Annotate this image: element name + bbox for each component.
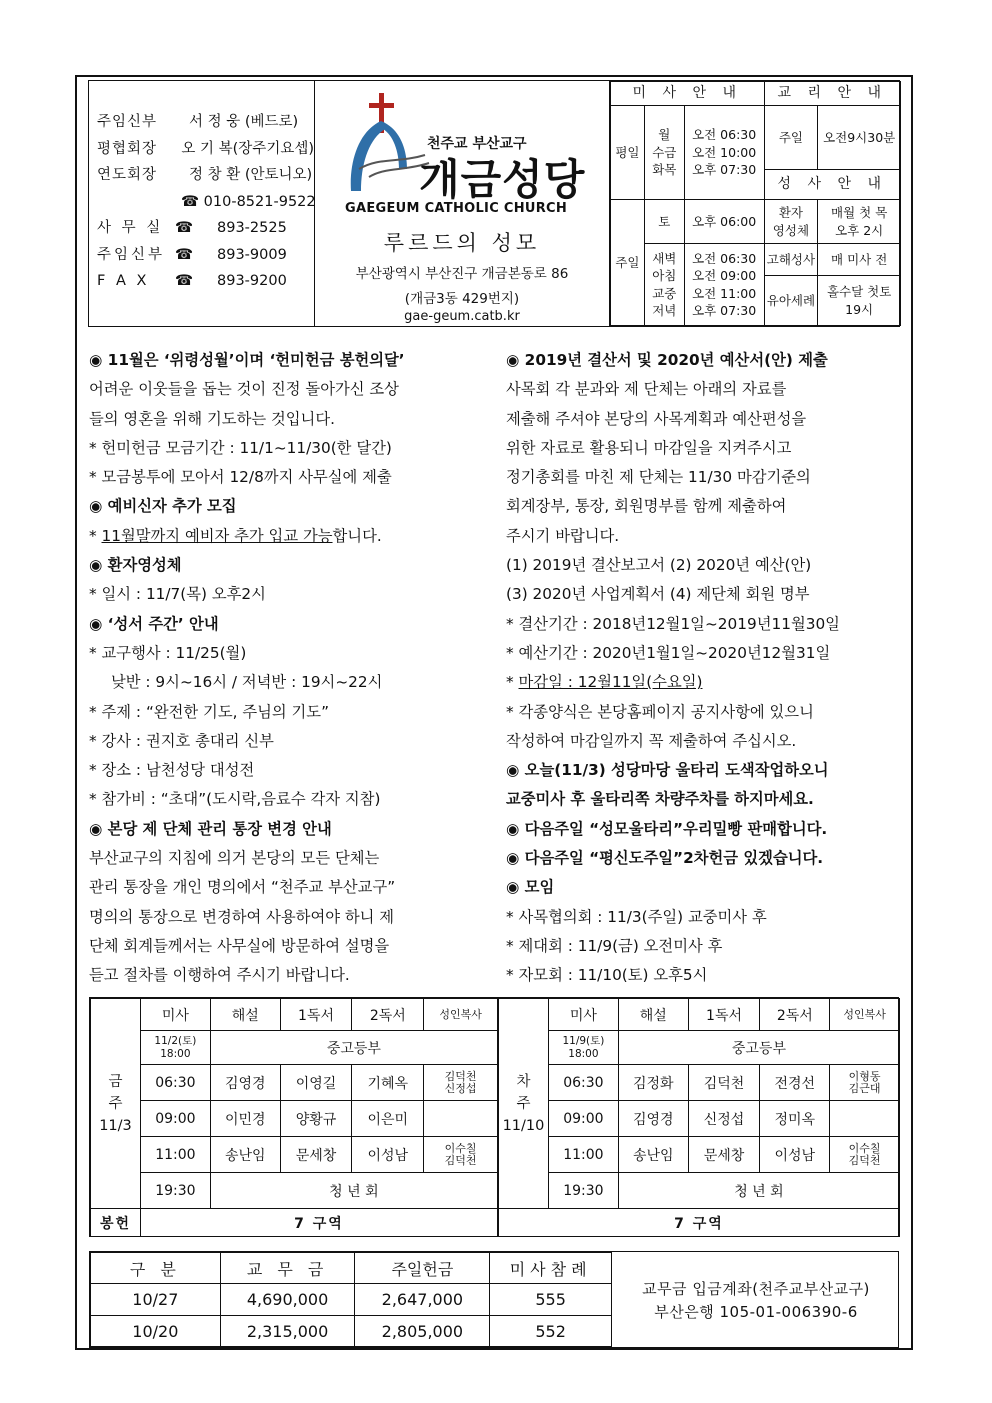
notice-line: * 자모회 : 11/10(토) 오후5시 xyxy=(506,966,708,985)
notices-left-column xyxy=(89,346,487,991)
offering-district: 7 구역 xyxy=(499,1209,900,1237)
patron-saint: 루르드의 성모 xyxy=(383,231,541,255)
roster-time: 09:00 xyxy=(548,1101,618,1137)
finance-summary xyxy=(89,1251,899,1348)
finance-cell: 4,690,000 xyxy=(220,1284,355,1316)
notice-line: 듣고 절차를 이행하여 주시기 바랍니다. xyxy=(89,966,350,985)
roster-header: 1독서 xyxy=(280,999,352,1031)
roster-cell: 이수칠 김덕천 xyxy=(830,1137,900,1173)
roster-header: 미사 xyxy=(140,999,210,1031)
contact-number: 893-9200 xyxy=(217,273,287,289)
finance-cell: 2,315,000 xyxy=(220,1316,355,1347)
finance-cell: 555 xyxy=(490,1284,612,1316)
roster-time: 11:00 xyxy=(548,1137,618,1173)
notice-line: * 예산기간 : 2020년1월1일~2020년12월31일 xyxy=(506,643,831,662)
roster-next-week xyxy=(498,998,900,1237)
sacrament-name: 유아세례 xyxy=(764,276,818,326)
notice-line: 부산교구의 지침에 의거 본당의 모든 단체는 xyxy=(89,849,380,868)
roster-time: 11:00 xyxy=(140,1137,210,1173)
staff-role: 주임신부 xyxy=(97,114,158,130)
notice-line: 정기총회를 마친 제 단체는 11/30 마감기준의 xyxy=(506,468,811,487)
roster-cell: 기혜옥 xyxy=(352,1065,424,1101)
notice-line: 주시기 바랍니다. xyxy=(506,526,620,545)
staff-role: 평협회장 xyxy=(97,140,158,157)
roster-header: 미사 xyxy=(548,999,618,1031)
roster-time: 09:00 xyxy=(140,1101,210,1137)
roster-time: 19:30 xyxy=(140,1173,210,1209)
finance-cell: 2,805,000 xyxy=(355,1316,490,1347)
offering-label: 봉헌 xyxy=(91,1209,141,1237)
notice-heading: ◉ 다음주일 “성모울타리”우리밀빵 판매합니다. xyxy=(506,819,828,838)
roster-cell: 이형동 김근대 xyxy=(830,1065,900,1101)
roster-group: 중고등부 xyxy=(210,1031,497,1065)
roster-this-week xyxy=(90,998,498,1237)
sacrament-value: 홀수달 첫토 19시 xyxy=(818,276,901,326)
schedule-panel xyxy=(610,81,901,326)
notice-heading: ◉ 예비신자 추가 모집 xyxy=(89,497,237,516)
roster-cell: 송난임 xyxy=(210,1137,280,1173)
roster-week-label: 금 주 11/3 xyxy=(91,999,141,1209)
notice-line: * 마감일 : 12월11일(수요일) xyxy=(506,673,703,692)
notice-heading: 교중미사 후 울타리쪽 차량주차를 하지마세요. xyxy=(506,790,814,809)
finance-cell: 2,647,000 xyxy=(355,1284,490,1316)
finance-header: 미사참례 xyxy=(490,1253,612,1284)
notice-line: * 참가비 : “초대”(도시락,음료수 각자 지참) xyxy=(89,790,381,809)
notice-line: 제출해 주셔야 본당의 사목계획과 예산편성을 xyxy=(506,409,807,428)
roster-cell: 정미옥 xyxy=(760,1101,830,1137)
roster-cell: 김영경 xyxy=(618,1101,688,1137)
roster-time: 11/9(토) 18:00 xyxy=(548,1031,618,1065)
roster-cell: 김덕천 xyxy=(688,1065,760,1101)
weekday-label: 평일 xyxy=(611,106,645,200)
weekday-times: 오전 06:30 오전 10:00 오후 07:30 xyxy=(684,106,764,200)
finance-header: 교 무 금 xyxy=(220,1253,355,1284)
staff-row xyxy=(97,162,314,189)
contact-row xyxy=(97,268,314,295)
roster-week-label: 차 주 11/10 xyxy=(499,999,549,1209)
notice-line: * 강사 : 권지호 총대리 신부 xyxy=(89,731,274,750)
roster-cell: 문세창 xyxy=(688,1137,760,1173)
staff-info xyxy=(89,81,315,326)
notice-line: 위한 자료로 활용되니 마감일을 지켜주시고 xyxy=(506,438,792,457)
roster-cell: 전경선 xyxy=(760,1065,830,1101)
roster-cell: 김영경 xyxy=(210,1065,280,1101)
roster-cell xyxy=(830,1101,900,1137)
contact-label: F A X xyxy=(97,273,150,289)
church-address-lot: (개금3동 429번지) xyxy=(404,291,520,307)
account-title: 교무금 입금계좌(천주교부산교구) xyxy=(642,1280,870,1298)
mass-info-title: 미 사 안 내 xyxy=(611,82,765,106)
doctrine-title: 교 리 안 내 xyxy=(764,82,900,106)
contact-row xyxy=(97,242,314,269)
notice-line: * 결산기간 : 2018년12월1일~2019년11월30일 xyxy=(506,614,840,633)
weekday-days: 월 수금 화목 xyxy=(644,106,684,200)
contact-label: 사 무 실 xyxy=(97,220,164,236)
notice-heading: ◉ 11월은 ‘위령성월’이며 ‘헌미헌금 봉헌의달’ xyxy=(89,351,405,369)
staff-row xyxy=(97,109,314,136)
sunday-mass-names: 새벽 아침 교중 저녁 xyxy=(644,244,684,326)
notice-line: * 각종양식은 본당홈페이지 공지사항에 있으니 xyxy=(506,702,814,721)
notice-line: * 사목협의회 : 11/3(주일) 교중미사 후 xyxy=(506,907,767,926)
doctrine-time: 오전9시30분 xyxy=(818,106,901,170)
church-address: 부산광역시 부산진구 개금본동로 86 xyxy=(355,266,569,282)
roster-cell: 이성남 xyxy=(352,1137,424,1173)
sunday-label: 주일 xyxy=(611,200,645,326)
saturday-time: 오후 06:00 xyxy=(684,200,764,244)
sunday-mass-times: 오전 06:30 오전 09:00 오전 11:00 오후 07:30 xyxy=(684,244,764,326)
bulletin-header xyxy=(88,80,900,327)
roster-cell: 김정화 xyxy=(618,1065,688,1101)
roster-cell xyxy=(424,1101,498,1137)
roster-cell: 이영길 xyxy=(280,1065,352,1101)
notice-heading: ◉ 모임 xyxy=(506,878,555,897)
roster-header: 성인복사 xyxy=(424,999,498,1031)
account-number: 부산은행 105-01-006390-6 xyxy=(654,1303,858,1321)
notices-right-column xyxy=(506,346,906,991)
notice-line: * 장소 : 남천성당 대성전 xyxy=(89,761,255,780)
notice-line: * 일시 : 11/7(목) 오후2시 xyxy=(89,585,266,604)
staff-name: 오 기 복(장주기요셉) xyxy=(181,140,314,157)
notice-line: * 주제 : “완전한 기도, 주님의 기도” xyxy=(89,702,330,721)
phone-icon: ☎ xyxy=(175,273,194,289)
sacrament-name: 고해성사 xyxy=(764,244,818,276)
roster-cell: 문세창 xyxy=(280,1137,352,1173)
roster-header: 1독서 xyxy=(688,999,760,1031)
sacrament-title: 성 사 안 내 xyxy=(764,170,900,200)
church-masthead xyxy=(315,81,610,326)
contact-label: 주임신부 xyxy=(97,246,166,263)
church-name: 개금성당 xyxy=(419,155,586,204)
contact-number: 893-9009 xyxy=(217,246,287,263)
phone-icon: ☎ xyxy=(175,246,194,263)
contact-row xyxy=(97,215,314,242)
doctrine-day: 주일 xyxy=(764,106,818,170)
notice-heading: ◉ 2019년 결산서 및 2020년 예산서(안) 제출 xyxy=(506,351,828,369)
roster-cell: 이성남 xyxy=(760,1137,830,1173)
roster-cell: 송난임 xyxy=(618,1137,688,1173)
notice-line: (3) 2020년 사업계획서 (4) 제단체 회원 명부 xyxy=(506,585,810,604)
diocese-label: 천주교 부산교구 xyxy=(427,136,527,152)
schedule-table xyxy=(610,81,901,326)
roster-header: 해설 xyxy=(618,999,688,1031)
notice-line: * 헌미헌금 모금기간 : 11/1~11/30(한 달간) xyxy=(89,438,392,457)
roster-time: 06:30 xyxy=(140,1065,210,1101)
sacrament-value: 매 미사 전 xyxy=(818,244,901,276)
roster-cell: 이은미 xyxy=(352,1101,424,1137)
roster-cell: 이민경 xyxy=(210,1101,280,1137)
notice-line: * 교구행사 : 11/25(월) xyxy=(89,643,247,662)
offering-district: 7 구역 xyxy=(140,1209,497,1237)
roster-group: 청 년 회 xyxy=(618,1173,899,1209)
roster-cell: 이수칠 김덕천 xyxy=(424,1137,498,1173)
sacrament-name: 환자 영성체 xyxy=(764,200,818,244)
staff-row xyxy=(97,136,314,163)
roster-cell: 김덕천 신정섭 xyxy=(424,1065,498,1101)
church-english-name: GAEGEUM CATHOLIC CHURCH xyxy=(345,201,568,216)
roster-header: 2독서 xyxy=(760,999,830,1031)
notice-line: 낮반 : 9시~16시 / 저녁반 : 19시~22시 xyxy=(111,673,383,692)
staff-role: 연도회장 xyxy=(97,167,158,183)
notice-heading: ◉ 다음주일 “평신도주일”2차헌금 있겠습니다. xyxy=(506,849,824,868)
finance-cell: 552 xyxy=(490,1316,612,1347)
roster-group: 중고등부 xyxy=(618,1031,899,1065)
notice-heading: ◉ 환자영성체 xyxy=(89,556,182,575)
sacrament-value: 매월 첫 목 오후 2시 xyxy=(818,200,901,244)
finance-header: 구 분 xyxy=(91,1253,221,1284)
roster-time: 06:30 xyxy=(548,1065,618,1101)
staff-name: 정 창 환 (안토니오) xyxy=(189,167,313,183)
mobile-phone: ☎ 010-8521-9522 xyxy=(181,193,316,210)
finance-cell: 10/20 xyxy=(91,1316,221,1347)
church-url: gae-geum.catb.kr xyxy=(404,309,520,324)
notice-line: 사목회 각 분과와 제 단체는 아래의 자료를 xyxy=(506,380,787,399)
notice-heading: ◉ 오늘(11/3) 성당마당 울타리 도색작업하오니 xyxy=(506,761,829,780)
roster-header: 성인복사 xyxy=(830,999,900,1031)
saturday-label: 토 xyxy=(644,200,684,244)
notice-heading: ◉ 본당 제 단체 관리 통장 변경 안내 xyxy=(89,819,332,838)
ministry-roster xyxy=(89,997,899,1237)
roster-time: 19:30 xyxy=(548,1173,618,1209)
roster-cell: 신정섭 xyxy=(688,1101,760,1137)
notice-line: * 모금봉투에 모아서 12/8까지 사무실에 제출 xyxy=(89,468,392,487)
notice-heading: ◉ ‘성서 주간’ 안내 xyxy=(89,614,219,633)
roster-header: 2독서 xyxy=(352,999,424,1031)
finance-table xyxy=(90,1252,612,1347)
roster-group: 청 년 회 xyxy=(210,1173,497,1209)
notice-line: (1) 2019년 결산보고서 (2) 2020년 예산(안) xyxy=(506,556,812,575)
notice-line: * 11월말까지 예비자 추가 입교 가능합니다. xyxy=(89,526,382,545)
finance-cell: 10/27 xyxy=(91,1284,221,1316)
notice-line: 명의의 통장으로 변경하여 사용하여야 하니 제 xyxy=(89,907,395,926)
notice-line: 작성하여 마감일까지 꼭 제출하여 주십시오. xyxy=(506,731,797,750)
roster-header: 해설 xyxy=(210,999,280,1031)
roster-time: 11/2(토) 18:00 xyxy=(140,1031,210,1065)
phone-icon: ☎ xyxy=(175,220,194,236)
staff-name: 서 정 웅 (베드로) xyxy=(189,114,299,130)
notice-line: 들의 영혼을 위해 기도하는 것입니다. xyxy=(89,409,335,428)
contact-number: 893-2525 xyxy=(217,220,287,236)
notice-line: 단체 회계들께서는 사무실에 방문하여 설명을 xyxy=(89,936,390,955)
bank-account xyxy=(612,1278,900,1324)
finance-header: 주일헌금 xyxy=(355,1253,490,1284)
roster-cell: 양황규 xyxy=(280,1101,352,1137)
notice-line: 관리 통장을 개인 명의에서 “천주교 부산교구” xyxy=(89,878,396,897)
notice-line: 어려운 이웃들을 돕는 것이 진정 돌아가신 조상 xyxy=(89,380,399,399)
notice-line: 회계장부, 통장, 회원명부를 함께 제출하여 xyxy=(506,497,787,516)
notice-line: * 제대회 : 11/9(금) 오전미사 후 xyxy=(506,936,723,955)
